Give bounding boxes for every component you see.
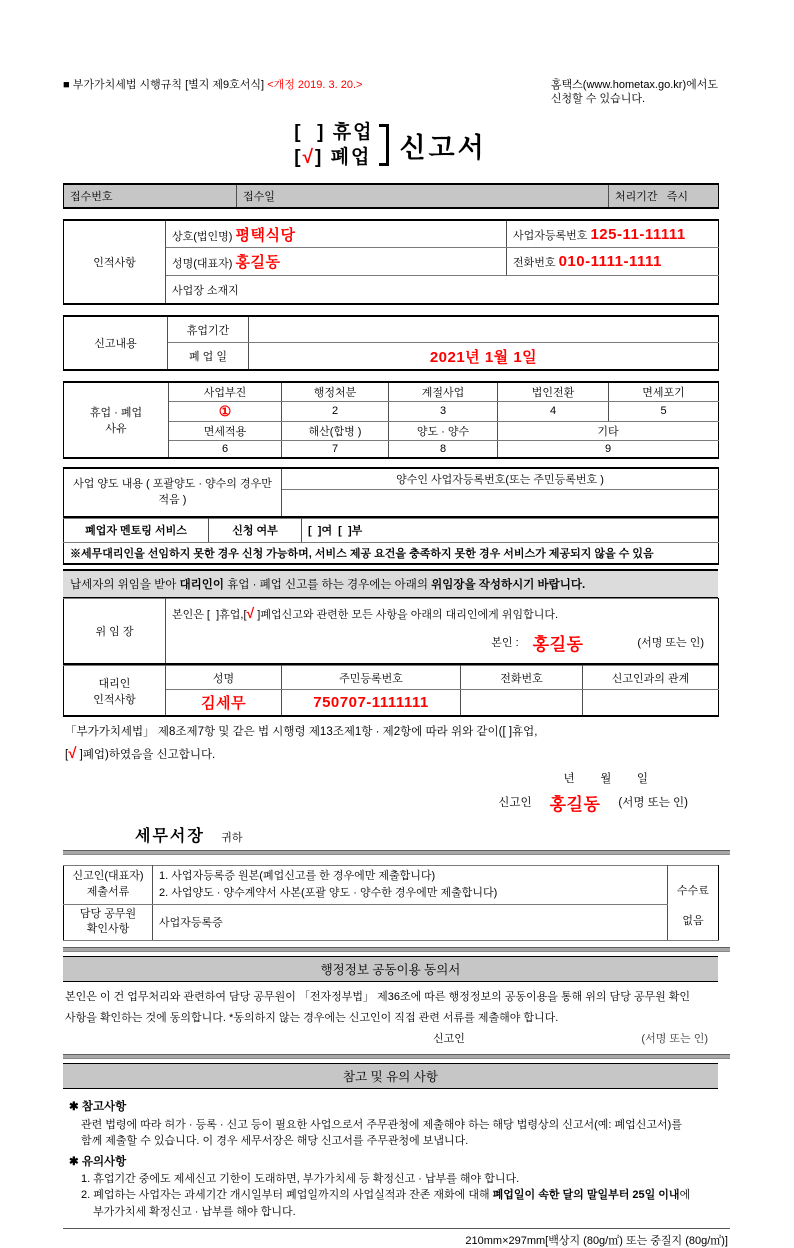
agent-name-value (166, 690, 282, 717)
reporter-doc-2: 2. 사업양도 · 양수계약서 사본(포괄 양도 · 양수한 경우에만 제출합니다) (159, 886, 498, 899)
representative-name-cell (166, 248, 507, 276)
declaration-date-line: 년 월 일 (563, 772, 648, 785)
reason-code-8: 8 (389, 440, 498, 458)
agent-label-line2: 인적사항 (93, 693, 136, 706)
principal-label: 본인 : (491, 637, 519, 650)
reason-slump: 사업부진 (169, 382, 282, 402)
consent-body (63, 982, 718, 1029)
poa-checkmark-icon: √ (246, 604, 255, 621)
representative-name-value: 홍길동 (235, 254, 281, 272)
title-bracket (379, 124, 389, 166)
reporter-docs-label-line1: 신고인(대표자) (72, 870, 144, 883)
official-check-doc: 사업자등록증 (153, 904, 668, 940)
banner-text-2: 휴업 · 폐업 신고를 하는 경우에는 아래의 (224, 578, 432, 591)
reason-code-3: 3 (389, 401, 498, 421)
banner-text-1: 납세자의 위임을 받아 (70, 578, 180, 591)
caution-item-1: 1. 휴업기간 중에도 제세신고 기한이 도래하면, 부가가치세 등 확정신고 · 납부를 해야 합니다. (81, 1172, 520, 1185)
agent-name-header: 성명 (166, 666, 282, 690)
processing-period-value: 즉시 (666, 190, 688, 203)
reason-code-9: 9 (498, 440, 719, 458)
recipient-suffix: 귀하 (221, 831, 243, 844)
representative-name-label: 성명(대표자) (172, 258, 233, 271)
poa-content-cell (166, 598, 719, 664)
agent-phone-header: 전화번호 (461, 666, 583, 690)
hometax-note-line1: 홈택스(www.hometax.go.kr)에서도 (550, 79, 718, 91)
reason-code-2: 2 (282, 401, 389, 421)
poa-text-pre: 본인은 [ ]휴업,[ (172, 608, 247, 621)
title-option-closure (294, 145, 373, 171)
reporter-name-value: 홍길동 (549, 794, 601, 814)
agent-relation-value (583, 690, 719, 717)
attachments-table (63, 865, 719, 941)
receipt-table (63, 183, 719, 209)
agent-phone-value (461, 690, 583, 717)
caution-2-suffix: 에 (679, 1189, 691, 1202)
fee-label: 수수료 (677, 884, 709, 897)
fee-value: 없음 (682, 914, 704, 927)
caution-2-bold: 폐업일이 속한 달의 말일부터 25일 이내 (492, 1189, 680, 1202)
form-reference (63, 78, 362, 107)
form-revision-text: <개정 2019. 3. 20.> (267, 79, 363, 91)
reason-dissolution: 해산(합병 ) (282, 421, 389, 440)
registration-number-label: 사업자등록번호 (513, 229, 588, 242)
reason-code-5: 5 (609, 401, 719, 421)
suspension-period-label: 휴업기간 (168, 316, 249, 343)
recipient-title: 세무서장 (135, 827, 205, 845)
reporter-doc-1: 1. 사업자등록증 원본(폐업신고를 한 경우에만 제출합니다) (159, 869, 436, 882)
closure-date-text: 2021년 1월 1일 (429, 348, 538, 366)
declaration-line2 (65, 742, 716, 766)
reason-tax-waiver: 면세포기 (609, 382, 719, 402)
declaration-checkmark-icon: √ (68, 744, 77, 762)
mentoring-options: [ ]여 [ ]부 (302, 518, 719, 542)
fee-cell (668, 865, 719, 940)
processing-period-cell (609, 184, 719, 208)
agent-relation-header: 신고인과의 관계 (583, 666, 719, 690)
consent-body-line2: 사항을 확인하는 것에 동의합니다. *동의하지 않는 경우에는 신고인이 직접 관련 서류를 제출해야 합니다. (65, 1011, 559, 1024)
caution-2-text: 2. 폐업하는 사업자는 과세기간 개시일부터 폐업일까지의 사업실적과 잔존 재화에 대해 (81, 1189, 493, 1202)
reason-seasonal: 계절사업 (389, 382, 498, 402)
mentoring-apply-label: 신청 여부 (209, 518, 302, 542)
mentoring-note: ※세무대리인을 선임하지 못한 경우 신청 가능하며, 서비스 제공 요건을 충족하지 못한 경우 서비스가 제공되지 않을 수 있음 (64, 542, 719, 564)
form-title (63, 120, 718, 171)
declaration-block (63, 717, 718, 765)
reasons-label-line2: 사유 (105, 423, 127, 436)
reason-admin-action: 행정처분 (282, 382, 389, 402)
closure-checkmark-icon: √ (302, 147, 316, 169)
delegation-banner (63, 569, 718, 598)
agent-name-text: 김세무 (201, 695, 246, 713)
phone-number-label: 전화번호 (513, 257, 556, 270)
reference-title: ✱ 참고사항 (69, 1101, 127, 1114)
processing-period-label: 처리기간 (615, 190, 658, 203)
reporter-docs-label (64, 865, 153, 904)
report-section-label: 신고내용 (64, 316, 168, 370)
agent-table (63, 665, 719, 717)
principal-name-value: 홍길동 (532, 634, 584, 654)
business-address-cell: 사업장 소재지 (166, 276, 719, 304)
poa-table (63, 598, 719, 666)
declaration-line1: 「부가가치세법」 제8조제7항 및 같은 법 시행령 제13조제1항 · 제2항에 따라 위와 같이([ ]휴업, (65, 726, 538, 739)
reasons-table (63, 381, 719, 460)
mentoring-service-label: 폐업자 멘토링 서비스 (64, 518, 209, 542)
phone-number-value: 010-1111-1111 (558, 253, 662, 271)
business-name-value: 평택식당 (235, 226, 296, 244)
applicant-section-label: 인적사항 (64, 220, 166, 304)
transfer-section-label: 사업 양도 내용 ( 포괄양도 · 양수의 경우만 적음 ) (64, 468, 282, 517)
notes-block (63, 1089, 718, 1220)
title-options (294, 120, 373, 171)
registration-number-cell (507, 220, 719, 248)
transferee-reg-label: 양수인 사업자등록번호(또는 주민등록번호 ) (282, 468, 719, 490)
reason-incorporation: 법인전환 (498, 382, 609, 402)
form-reference-text: ■ 부가가치세법 시행규칙 [별지 제9호서식] (63, 79, 265, 91)
suspension-checkbox: [ ] 휴업 (294, 121, 374, 143)
reason-tax-exempt: 면세적용 (169, 421, 282, 440)
banner-text-bold-2: 위임장을 작성하시기 바랍니다. (431, 578, 586, 591)
poa-section-label: 위 임 장 (64, 598, 166, 664)
reasons-section-label (64, 382, 169, 459)
transfer-table (63, 467, 719, 518)
reference-body-line1: 관련 법령에 따라 허가 · 등록 · 신고 등이 필요한 사업으로서 주무관청에 제출해야 하는 해당 법령상의 신고서(예: 폐업신고서)를 (81, 1118, 682, 1131)
official-check-label-line2: 확인사항 (86, 923, 130, 936)
declaration-sign-line (63, 786, 718, 815)
consent-body-line1: 본인은 이 건 업무처리와 관련하여 담당 공무원이 「전자정부법」 제36조에 따른 행정정보의 공동이용을 통해 위의 담당 공무원 확인 (65, 990, 691, 1003)
page-title: 신고서 (399, 132, 487, 163)
hometax-note (551, 78, 718, 107)
closure-checkbox-close: ] 폐업 (315, 147, 372, 169)
official-check-label (64, 904, 153, 940)
registration-number-value: 125-11-11111 (590, 225, 686, 243)
suspension-period-value (249, 316, 719, 343)
caution-title: ✱ 유의사항 (69, 1155, 127, 1168)
reason-code-6: 6 (169, 440, 282, 458)
caution-item-2-line2: 부가가치세 확정신고 · 납부를 해야 합니다. (93, 1205, 296, 1218)
consent-sign-note: (서명 또는 인) (641, 1033, 708, 1046)
notes-header: 참고 및 유의 사항 (63, 1063, 718, 1089)
poa-principal-line (172, 622, 712, 657)
closure-date-label: 폐 업 일 (168, 343, 249, 370)
agent-resident-no-text: 750707-1111111 (313, 694, 429, 712)
closure-checkbox-open: [ (294, 147, 303, 169)
reporter-docs-label-line2: 제출서류 (86, 885, 130, 898)
principal-sign-note: (서명 또는 인) (637, 637, 704, 650)
poa-statement (172, 605, 712, 622)
reason-other: 기타 (498, 421, 719, 440)
declaration-line2-text: ]폐업)하였음을 신고합니다. (76, 748, 216, 761)
receipt-date-cell: 접수일 (237, 184, 609, 208)
agent-label-line1: 대리인 (98, 677, 131, 690)
reference-body-line2: 함께 제출할 수 있습니다. 이 경우 세무서장은 해당 신고서를 주무관청에 보냅니다. (81, 1135, 469, 1148)
reason-code-7: 7 (282, 440, 389, 458)
agent-section-label (64, 666, 166, 717)
title-option-suspension (294, 120, 373, 146)
phone-number-cell (507, 248, 719, 276)
reason-transfer: 양도 · 양수 (389, 421, 498, 440)
business-name-label: 상호(법인명) (172, 230, 233, 243)
reasons-label-line1: 휴업 · 폐업 (89, 407, 143, 420)
closure-date-value (249, 343, 719, 370)
recipient-line (63, 815, 718, 850)
consent-reporter-label: 신고인 (433, 1033, 465, 1046)
paper-spec-footer: 210mm×297mm[백상지 (80g/㎡) 또는 중질지 (80g/㎡)] (63, 1228, 730, 1248)
top-header (63, 78, 718, 107)
consent-sign-line (63, 1028, 718, 1050)
business-name-cell (166, 220, 507, 248)
reason-code-1-selected (169, 401, 282, 421)
reporter-label: 신고인 (498, 797, 532, 810)
agent-resident-no-header: 주민등록번호 (282, 666, 461, 690)
mentoring-table (63, 518, 719, 565)
consent-header: 행정정보 공동이용 동의서 (63, 956, 718, 982)
transferee-reg-value (282, 490, 719, 517)
hometax-note-line2: 신청할 수 있습니다. (550, 93, 646, 106)
reason-code-4: 4 (498, 401, 609, 421)
reporter-docs-list (153, 865, 668, 904)
receipt-number-cell: 접수번호 (64, 184, 237, 208)
declaration-bracket-open: [ (65, 748, 69, 761)
poa-text-post: ]폐업신고와 관련한 모든 사항을 아래의 대리인에게 위임합니다. (254, 608, 558, 621)
caution-item-2 (69, 1187, 716, 1204)
agent-resident-no-value (282, 690, 461, 717)
reporter-sign-note: (서명 또는 인) (618, 797, 688, 810)
official-check-label-line1: 담당 공무원 (79, 907, 137, 920)
report-table (63, 315, 719, 371)
banner-text-bold-1: 대리인이 (179, 578, 225, 591)
selected-reason-circle: ① (218, 402, 232, 419)
applicant-table (63, 219, 719, 305)
